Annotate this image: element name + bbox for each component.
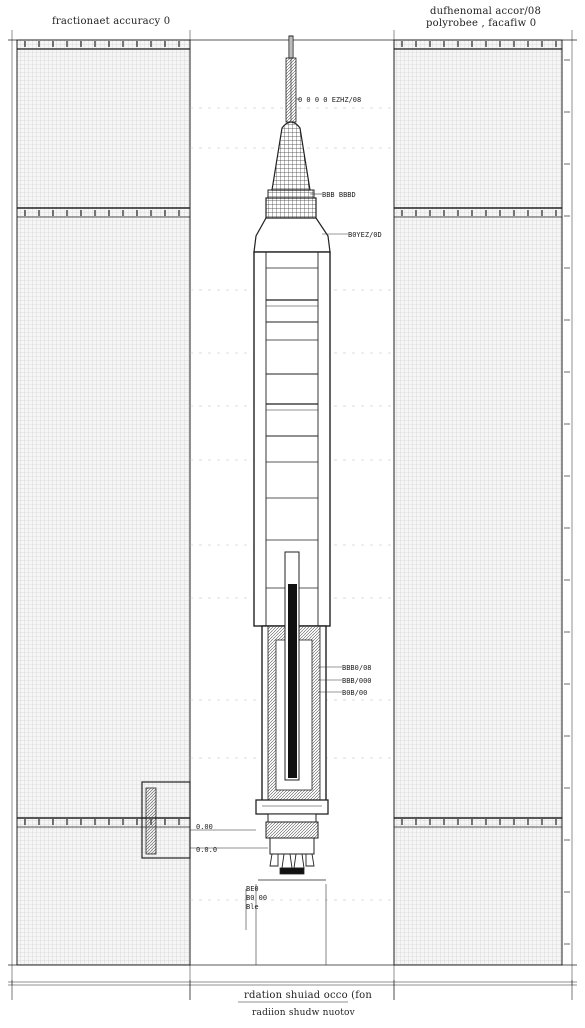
right-grid-panel [394, 40, 562, 965]
drawing-caption: rdation shuiad occo (fon [244, 990, 373, 1001]
callout-nose-tip: 0 0 0 0 EZHZ/08 [298, 96, 362, 104]
right-panel-subtitle: polyrobee , facafiw 0 [426, 18, 537, 29]
callout-engine-c: Ble [246, 903, 259, 911]
callout-base-b: 0.0.0 [196, 846, 218, 854]
callout-engine-a: BE0 [246, 885, 259, 893]
rocket-vehicle [254, 36, 330, 880]
base-skirt [256, 800, 328, 838]
engine-cluster [258, 838, 326, 880]
drawing-subcaption: radiion shudw nuotov [252, 1008, 355, 1018]
shoulder-fairing [254, 218, 330, 252]
callout-nose-base: BBB BBBD [322, 191, 356, 199]
left-panel-title: fractionaet accuracy 0 [52, 16, 171, 27]
internal-fuel-column [288, 584, 297, 778]
callout-engine-b: B0 00 [246, 894, 268, 902]
left-grid-panel [17, 40, 190, 965]
callout-shoulder: B0YEZ/0D [348, 231, 382, 239]
nose-cone [266, 122, 316, 218]
callout-base-a: 0.00 [196, 823, 213, 831]
callout-lower-1: BBB0/08 [342, 664, 372, 672]
right-margin-scale [564, 60, 570, 944]
callout-lower-3: B0B/00 [342, 689, 368, 697]
escape-tower [286, 36, 296, 122]
callout-lower-2: BBB/000 [342, 677, 372, 685]
right-panel-title: dufhenomal accor/08 [430, 6, 542, 17]
